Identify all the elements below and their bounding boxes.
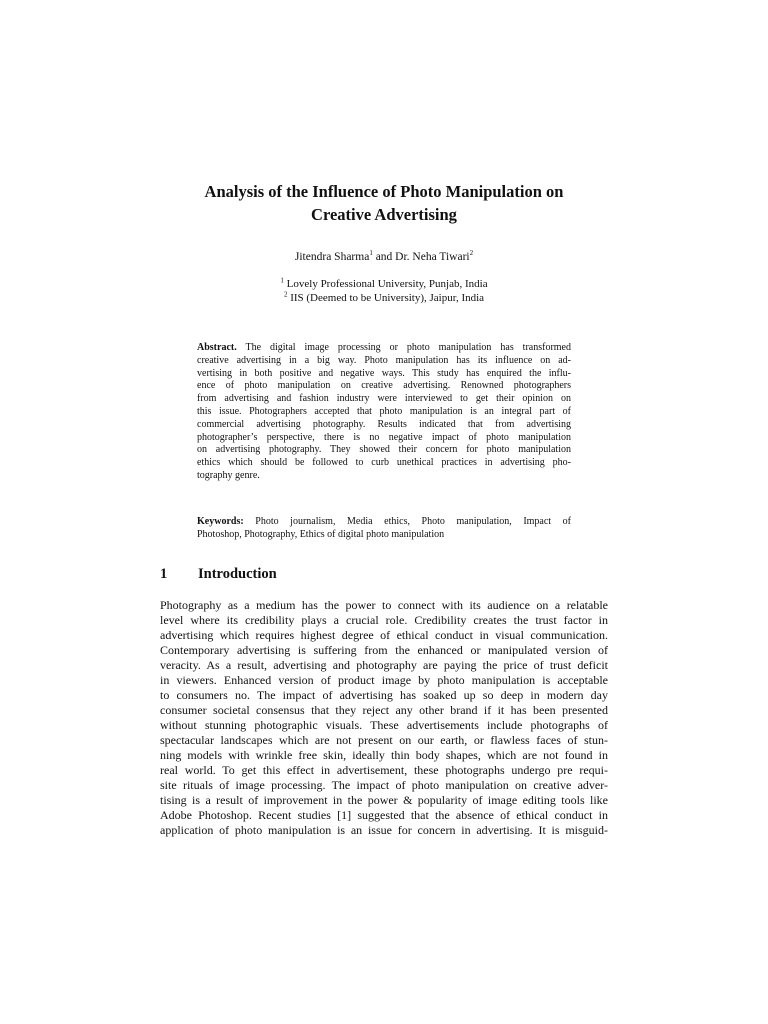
- abstract-line: [197, 342, 571, 355]
- abstract-text: The digital image processing or photo manipulation has transformed: [236, 342, 571, 353]
- affiliation-text: Lovely Professional University, Punjab, India: [283, 278, 488, 290]
- body-line: consumer societal consensus that they reject any other brand if it has been presented: [160, 703, 608, 717]
- abstract-line: ence of photo manipulation on creative advertising. Renowned photographers: [197, 380, 571, 392]
- author-list: [160, 250, 608, 264]
- body-line: to consumers no. The impact of advertising has soaked up so deep in modern day: [160, 688, 608, 702]
- keywords-line: Photoshop, Photography, Ethics of digital photo manipulation: [197, 528, 445, 540]
- keywords-text: Photo journalism, Media ethics, Photo manipulation, Impact of: [243, 516, 571, 527]
- body-line: spectacular landscapes which are not present on our earth, or flawless faces of stun-: [160, 733, 608, 747]
- abstract-line: commercial advertising photography. Results indicated that from advertising: [197, 418, 571, 430]
- abstract-label: Abstract.: [197, 342, 237, 353]
- body-line: level where its credibility plays a crucial role. Credibility creates the trust factor in: [160, 613, 608, 627]
- abstract-line: vertising in both positive and negative ways. This study has enquired the influ-: [197, 367, 571, 379]
- paper-title: [160, 180, 608, 226]
- keywords: [197, 516, 571, 542]
- abstract-line: photographer’s perspective, there is no negative impact of photo manipulation: [197, 431, 571, 443]
- body-line: real world. To get this effect in advertisement, these photographs undergo pre requi-: [160, 763, 608, 777]
- abstract-line: this issue. Photographers accepted that photo manipulation is an integral part of: [197, 405, 571, 417]
- author-affil-marker: 1: [369, 249, 373, 258]
- author-connector: and: [372, 251, 396, 263]
- body-line: in viewers. Enhanced version of product image by photo manipulation is acceptable: [160, 673, 608, 687]
- body-line: ning models with wrinkle free skin, ideally thin body shapes, which are not found in: [160, 748, 608, 762]
- abstract-line: creative advertising in a big way. Photo manipulation has its influence on ad-: [197, 354, 571, 366]
- section-heading: [160, 565, 277, 583]
- affiliation-marker: 2: [283, 290, 288, 299]
- affiliation: [160, 291, 608, 305]
- affiliation-text: IIS (Deemed to be University), Jaipur, India: [287, 292, 485, 304]
- body-line: Photography as a medium has the power to connect with its audience on a relatable: [160, 598, 608, 612]
- author-name: Jitendra Sharma: [294, 251, 370, 263]
- body-line: Contemporary advertising is suffering from the enhanced or manipulated version of: [160, 643, 608, 657]
- body-line: veracity. As a result, advertising and photography are paying the price of trust deficit: [160, 658, 608, 672]
- body-line: application of photo manipulation is an issue for concern in advertising. It is misguid-: [160, 823, 608, 837]
- abstract-line: tography genre.: [197, 469, 260, 481]
- body-line: advertising which requires highest degree of ethical conduct in visual communication.: [160, 628, 608, 642]
- body-line: Adobe Photoshop. Recent studies [1] suggested that the absence of ethical conduct in: [160, 808, 608, 822]
- section-number: 1: [160, 566, 168, 582]
- title-line: Analysis of the Influence of Photo Manipulation on: [204, 182, 564, 201]
- abstract-line: ethics which should be followed to curb unethical practices in advertising pho-: [197, 457, 571, 469]
- author-name: Dr. Neha Tiwari: [395, 251, 470, 263]
- body-line: tising is a result of improvement in the power & popularity of image editing tools like: [160, 793, 608, 807]
- abstract: [197, 342, 571, 483]
- body-line: without stunning photographic visuals. These advertisements include photographs of: [160, 718, 608, 732]
- keywords-line: [197, 516, 571, 529]
- affiliation-list: [160, 277, 608, 305]
- section-title: Introduction: [198, 566, 277, 582]
- body-line: site rituals of image processing. The impact of photo manipulation on creative adver-: [160, 778, 608, 792]
- keywords-label: Keywords:: [197, 516, 244, 527]
- author-affil-marker: 2: [469, 249, 474, 258]
- affiliation: [160, 277, 608, 291]
- intro-body: [160, 598, 608, 838]
- affiliation-marker: 1: [280, 276, 284, 285]
- abstract-line: on advertising photography. They showed their concern for photo manipulation: [197, 444, 571, 456]
- title-line: Creative Advertising: [311, 205, 457, 224]
- abstract-line: from advertising and fashion industry were interviewed to get their opinion on: [197, 393, 571, 405]
